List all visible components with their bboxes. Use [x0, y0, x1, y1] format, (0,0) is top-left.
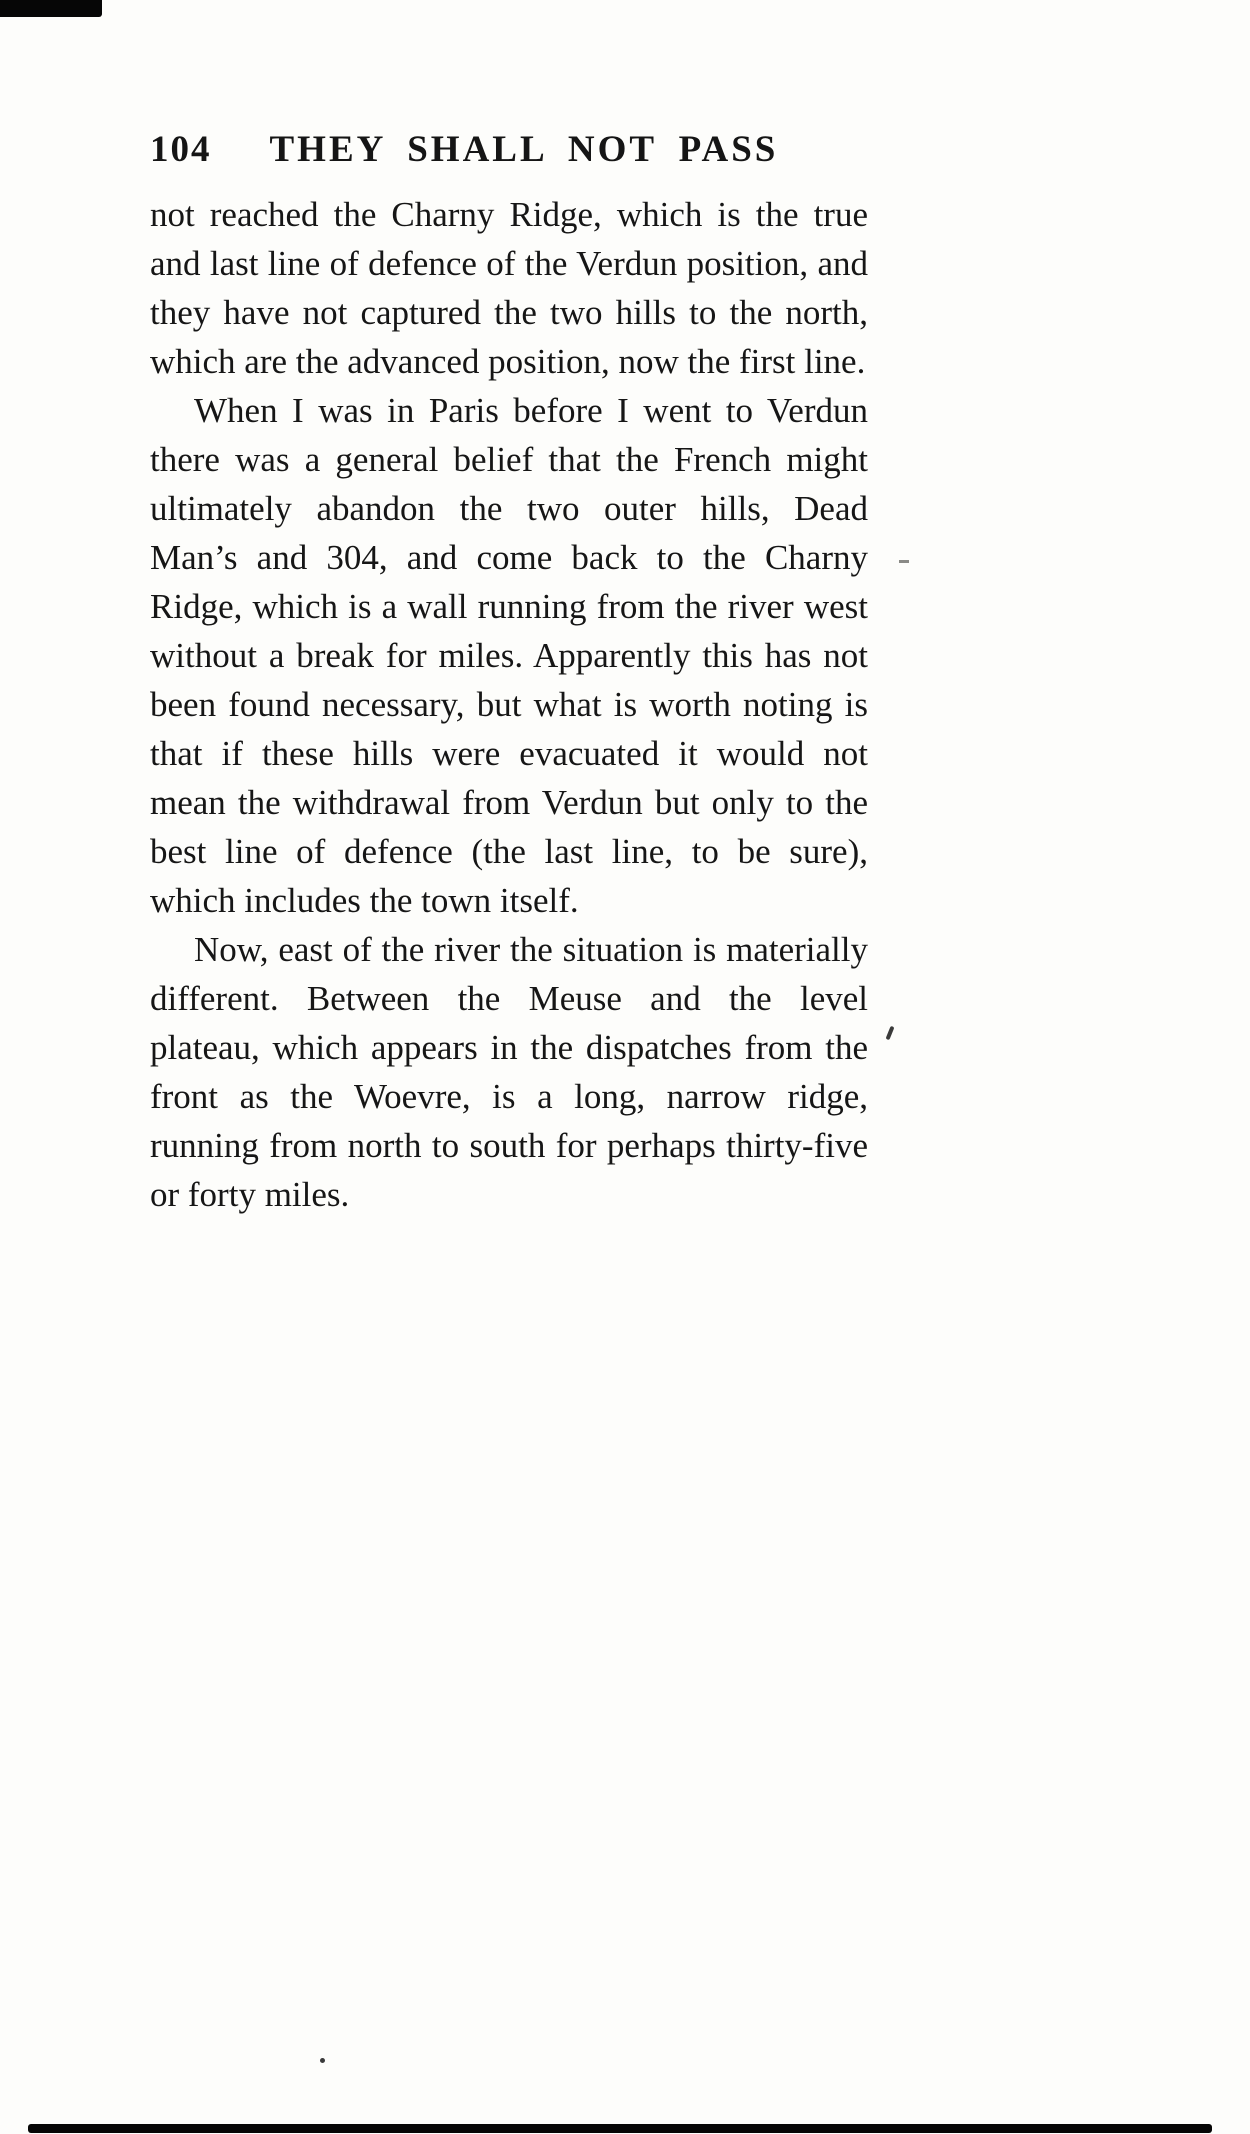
- scan-artifact-dot: [320, 2058, 325, 2063]
- running-title: THEY SHALL NOT PASS: [269, 129, 779, 170]
- page-number: 104: [150, 129, 212, 170]
- scan-artifact-top-left: [0, 0, 102, 17]
- paragraph: not reached the Charny Ridge, which is the true and last line of defence of the Verdun position, and they have not captured the two hills to the north, which are the advanced position, now the first line.: [150, 195, 868, 381]
- scan-artifact-tick: [886, 1026, 895, 1040]
- paragraph: Now, east of the river the situation is materially different. Between the Meuse and the level plateau, which appears in the dispatches from the front as the Woevre, is a long, narrow ridge, running from north to south for perhaps thirty-five or forty miles.: [150, 930, 868, 1214]
- page-text: [150, 190, 868, 1219]
- paragraph: When I was in Paris before I went to Verdun there was a general belief that the French might ultimately abandon the two outer hills, Dead Man’s and 304, and come back to the Charny Ridge, which is a wall running from the river west without a break for miles. Apparently this has not been found necessary, but what is worth noting is that if these hills were evacuated it would not mean the withdrawal from Verdun but only to the best line of defence (the last line, to be sure), which includes the town itself.: [150, 391, 868, 920]
- scan-artifact-dash: [899, 560, 909, 563]
- scan-artifact-bottom: [28, 2124, 1212, 2133]
- page-header: [150, 128, 870, 171]
